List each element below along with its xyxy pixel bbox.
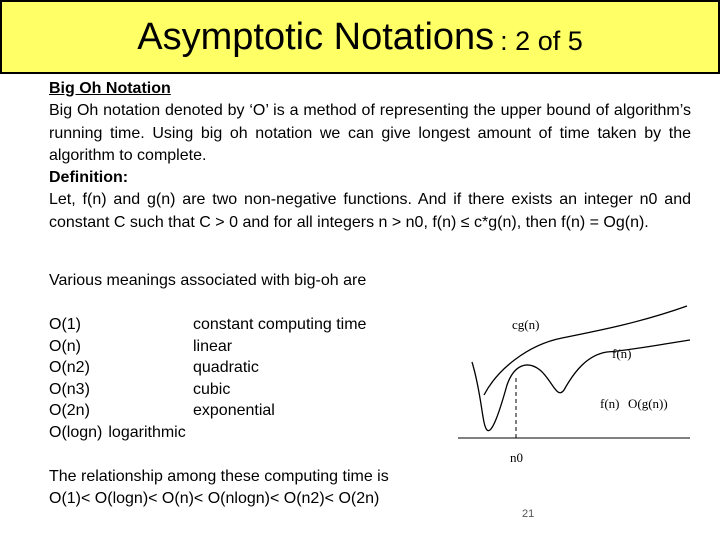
slide-subtitle: : 2 of 5 [500,25,583,56]
notation-row [49,357,366,379]
big-oh-graph [452,300,692,472]
notation-meaning: cubic [193,380,231,398]
definition-paragraph: Let, f(n) and g(n) are two non-negative functions. And if there exists an integer n0 and constant C such that C > 0 and for all integers n > n0, f(n) ≤ c*g(n), then f(n) = Og(n). [49,191,691,231]
relationship-order: O(1)< O(logn)< O(n)< O(nlogn)< O(n2)< O(2n) [49,490,380,507]
section-heading: Big Oh Notation [49,80,171,97]
notation: O(n3) [49,380,90,398]
cg-label: cg(n) [512,317,540,332]
n0-label: n0 [510,450,523,465]
body-text [49,78,691,234]
notation: O(2n) [49,402,90,419]
intro-paragraph: Big Oh notation denoted by ‘O’ is a method of representing the upper bound of algorithm’s running time. Using big oh notation we can give longest amount of time taken by the algorithm to complete. [49,102,691,164]
notation-meaning: quadratic [193,359,259,376]
og-label: O(g(n)) [628,396,668,411]
notation-row [49,422,366,444]
notation-meaning: linear [193,337,233,355]
notation-list [49,314,366,443]
notation-meaning: constant computing time [193,316,367,333]
meanings-heading: Various meanings associated with big-oh are [49,272,367,289]
definition-heading: Definition: [49,169,129,187]
notation-row [49,379,366,401]
fn-curve [472,340,690,431]
notation-meaning: exponential [193,402,275,419]
fo-label: f(n) [600,396,620,411]
relationship-line: The relationship among these computing time is [49,468,389,485]
slide-title: Asymptotic Notations [137,15,495,58]
notation-meaning: logarithmic [108,423,186,441]
notation: O(n) [49,337,81,355]
notation: O(logn) [49,423,103,441]
notation: O(1) [49,316,81,333]
title-bar [0,0,720,74]
fn-label: f(n) [612,346,632,361]
notation-row [49,314,366,336]
relationship-text [49,466,389,510]
notation-row [49,400,366,422]
notation-row [49,336,366,358]
notation: O(n2) [49,359,90,376]
page-number: 21 [522,508,535,520]
